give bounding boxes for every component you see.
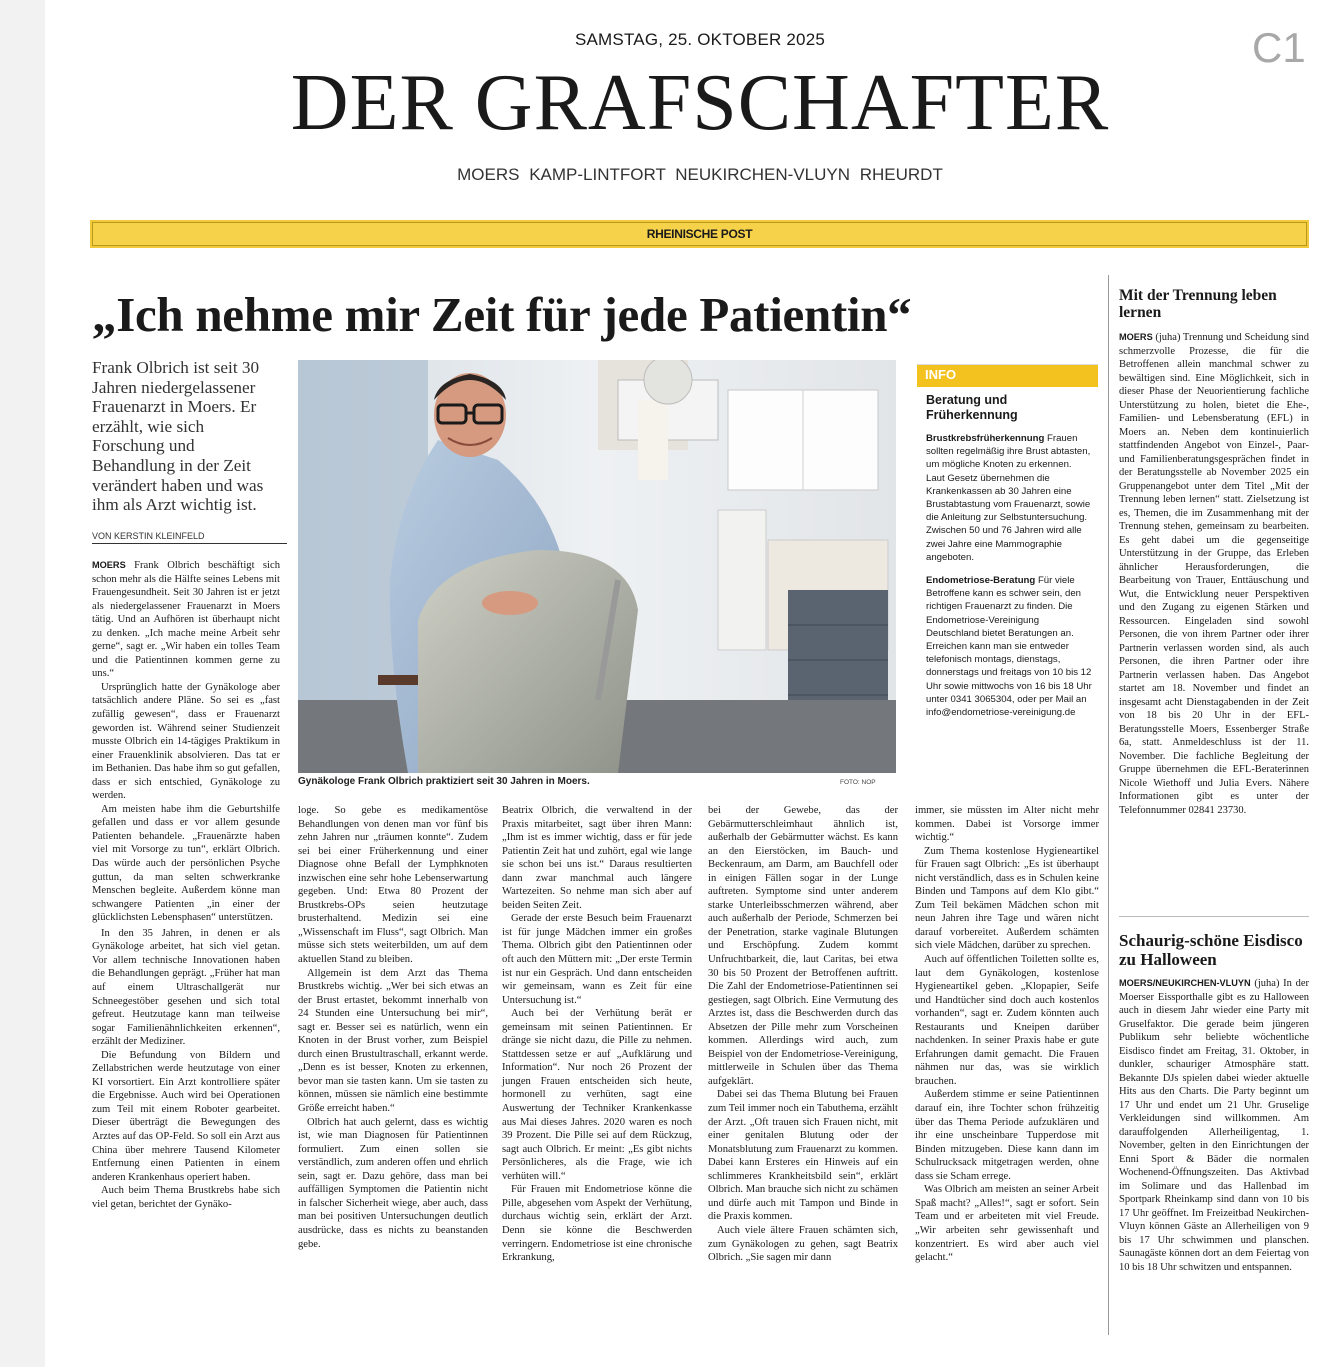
article-paragraph: Dabei sei das Thema Blutung bei Frauen zum Teil immer noch ein Tabuthema, erzählt der Arzt. „Oft trauen sich Frauen nicht, mit einer genitalen Blutung oder der Monatsblutung zum Frauenarzt zu kommen. Dabei kann Ersteres ein Hinweis auf ein schlimmeres Krankheitsbild sein“, erklärt Olbrich. Man brauche sich nicht zu schämen und dürfe auch mit Tampon und Binde in die Praxis kommen. xyxy=(708,1089,898,1223)
article-paragraph: Was Olbrich am meisten an seiner Arbeit Spaß macht? „Alles!“, sagt er sofort. Sein Team und er arbeiteten mit viel Freude. „Wir arbeiten sehr gewissenhaft und konzentriert. Es wird aber auch viel gelacht.“ xyxy=(915,1184,1099,1264)
info-paragraph xyxy=(926,432,1092,564)
info-paragraph xyxy=(926,574,1092,719)
publisher-bar: RHEINISCHE POST xyxy=(92,222,1307,246)
paragraph-text: (juha) Trennung und Scheidung sind schmerzvolle Prozesse, die für die Betroffenen allein manchmal schwer zu bewältigen sind. Eine Möglichkeit, sich in dieser Phase der Neuorientierung fachliche Unterstützung zu holen, bietet die Ehe-, Familien- und Lebensberatung (EFL) in Moers an. Neben dem kontinuierlich stattfindenden Angebot von Einzel-, Paar- und Familienberatungsgesprächen findet in der Beratungsstelle ab November 2025 ein Gruppenangebot unter dem Titel „Mit der Trennung leben lernen“ statt. Zielsetzung ist es, Themen, die im Zusammenhang mit der Trennung stehen, gemeinsam zu bearbeiten. Es geht dabei um die gegenseitige Unterstützung in der Gruppe, das Erleben ähnlicher Herausforderungen, die Bearbeitung von Trauer, Enttäuschung und Wut, die Entwicklung neuer Perspektiven und den Zugang zu eigenen Stärken und Ressourcen. Eingeladen sind sowohl Personen, die von ihrem Partner oder ihrer Partnerin verlassen worden sind, als auch Personen, die ihren Partner oder ihre Partnerin verlassen haben. Das Angebot startet am 18. November und findet an insgesamt acht Dienstagabenden in der Zeit von 18 bis 20 Uhr in der EFL-Beratungsstelle Moers, Essenberger Straße 6a, statt. Anmeldeschluss ist der 11. November. Die fachliche Begleitung der Gruppe übernehmen die EFL-Beraterinnen Nicole Wiethoff und Julia Evers. Nähere Informationen gibt es unter der Telefonnummer 02841 23730. xyxy=(1119,332,1309,816)
photo-caption: Gynäkologe Frank Olbrich praktiziert seit 30 Jahren in Moers. xyxy=(298,776,590,787)
article-paragraph: Auch beim Thema Brustkrebs habe sich viel getan, berichtet der Gynäko- xyxy=(92,1185,280,1210)
paragraph-text: Frank Olbrich beschäftigt sich schon mehr als die Hälfte seines Lebens mit Frauengesundheit. Seit 30 Jahren ist er jetzt als niedergelassener Frauenarzt in Moers tätig. Und an Aufhören ist überhaupt nicht zu denken. „Ich mache meine Arbeit sehr gerne“, sagt er. „Wir haben ein tolles Team und die Patientinnen kommen gerne zu uns.“ xyxy=(92,560,280,680)
article-paragraph: Auch auf öffentlichen Toiletten sollte es, laut dem Gynäkologen, kostenlose Hygieneartikel geben. „Klopapier, Seife und Handtücher sind doch auch kostenlos vorhanden“, sagt er. Zudem könnten auch Restaurants und Kneipen darüber nachdenken. In seiner Praxis habe er gute Erfahrungen damit gemacht. Die Frauen nähmen nur das, was sie wirklich brauchen. xyxy=(915,954,1099,1087)
article-paragraph: Für Frauen mit Endometriose könne die Pille, abgesehen vom Aspekt der Verhütung, durchaus wichtig sein, erklärt der Arzt. Denn sie könne die Beschwerden verringern. Endometriose ist eine chronische Erkrankung, xyxy=(502,1184,692,1264)
article-paragraph: immer, sie müssten im Alter nicht mehr kommen. Dabei ist Vorsorge immer wichtig.“ xyxy=(915,805,1099,844)
article-paragraph: bei der Gewebe, das der Gebärmutterschleimhaut ähnlich ist, außerhalb der Gebärmutter wächst. Es kann an den Eierstöcken, im Bauch- und Beckenraum, am Darm, am Bauchfell oder in einigen Fällen sogar in der Lunge auftreten. Symptome sind unter anderem starke Unterleibsschmerzen während, aber auch außerhalb der Periode, Schmerzen bei der Penetration, starke vaginale Blutungen und Erschöpfung. Zudem kommt Unfruchtbarkeit, die, laut Caritas, bei etwa 30 bis 50 Prozent der Betroffenen auftritt. Die Zahl der Endometriose-Patientinnen sei gestiegen, sagt Olbrich. Eine Vermutung des Arztes ist, dass die Beschwerden durch das Absetzen der Pille mehr zum Vorscheinen kommen. Allerdings wird auch, zum Beispiel von der Endometriose-Vereinigung, mittlerweile in Schulen über das Thema aufgeklärt. xyxy=(708,805,898,1087)
article-paragraph: Olbrich hat auch gelernt, dass es wichtig ist, wie man Diagnosen für Patientinnen formuliert. Zum einen sollen sie verständlich, zum anderen offen und ehrlich sein, sagt er. Dazu gehöre, dass man bei auffälligen Symptomen die Patientin nicht in falscher Sicherheit wiege, aber auch, dass man bei positiven Untersuchungen deutlich ausdrücke, dass es nichts zu beanstanden gebe. xyxy=(298,1116,488,1250)
article-lead: Frank Olbrich ist seit 30 Jahren niedergelassener Frauenarzt in Moers. Er erzählt, wie sich Forschung und Behandlung in der Zeit verändert haben und was ihm als Arzt wichtig ist. xyxy=(92,358,264,515)
page-margin-strip xyxy=(0,0,45,1367)
info-tag: INFO xyxy=(917,365,1098,387)
article-column-3 xyxy=(502,804,692,1265)
info-text: Für viele Betroffene kann es schwer sein, den richtigen Frauenarzt zu finden. Die Endometriose-Vereinigung Deutschland bietet Beratungen an. Erreichen kann man sie entweder telefonisch montags, dienstags, donnerstags und freitags von 10 bis 12 Uhr sowie mittwochs von 16 bis 18 Uhr unter 0341 3065304, oder per Mail an info@endometriose-vereinigung.de xyxy=(926,575,1092,719)
article-paragraph xyxy=(1119,977,1309,1274)
article-photo xyxy=(298,360,896,773)
article-paragraph: In den 35 Jahren, in denen er als Gynäkologe arbeitet, hat sich viel getan. Vor allem technische Innovationen haben die Behandlungen geprägt. „Früher hat man auf einem Ultraschallgerät nur Schneegestöber gesehen und sich total gefreut. Heutzutage kann man teilweise sogar Familienähnlichkeiten erkennen“, erzählt der Mediziner. xyxy=(92,927,280,1048)
article-paragraph: Die Befundung von Bildern und Zellabstrichen werde heutzutage von einer KI vorsortiert. Ein Arzt kontrolliere später die Ergebnisse. Auch wird bei Operationen zum Teil mit einem Roboter gearbeitet. Dieser überträgt die Bewegungen des Arztes auf das OP-Feld. So soll ein Arzt aus China über mehrere Tausend Kilometer Entfernung einen Patienten in einem anderen Krankenhaus operiert haben. xyxy=(92,1049,280,1183)
edition-towns: MOERS KAMP-LINTFORT NEUKIRCHEN-VLUYN RHEURDT xyxy=(457,165,943,184)
dateline: MOERS xyxy=(92,560,126,570)
page-number: C1 xyxy=(1252,24,1306,71)
newspaper-title: DER GRAFSCHAFTER xyxy=(290,59,1110,147)
article-column-2 xyxy=(298,804,488,1251)
article-paragraph: Auch bei der Verhütung berät er gemeinsam mit seinen Patientinnen. Er dränge sie nicht dazu, die Pille zu nehmen. Stattdessen setze er auf „Aufklärung und Information“. Nur noch 26 Prozent der jungen Frauen entscheiden sich heute, hormonell zu verhüten, sagt eine Auswertung der Techniker Krankenkasse aus Mai dieses Jahres. 2020 waren es noch 39 Prozent. Die Pille sei auf dem Rückzug, sagt auch Olbrich. Er meint: „Es gibt nichts Persönlicheres, als die Frage, wie ich verhüten will.“ xyxy=(502,1008,692,1182)
article-paragraph: loge. So gebe es medikamentöse Behandlungen von denen man vor fünf bis zehn Jahren nur „träumen konnte“. Zudem sei bei einer Früherkennung und einer Diagnose ohne Befall der Lymphknoten inzwischen eine sehr hohe Lebenserwartung gegeben. Und: Etwa 80 Prozent der Brustkrebs-OPs seien heutzutage brusterhaltend. Medizin sei eine „Wissenschaft im Fluss“, sagt Olbrich. Man müsse sich stets weiterbilden, um auf dem aktuellen Stand zu bleiben. xyxy=(298,805,488,966)
article-byline: VON KERSTIN KLEINFELD xyxy=(92,531,287,544)
article-paragraph: Auch viele ältere Frauen schämten sich, zum Gynäkologen zu gehen, sagt Beatrix Olbrich. „Sie sagen mir dann xyxy=(708,1224,898,1264)
article-paragraph xyxy=(1119,331,1309,817)
sidebar-separator xyxy=(1119,916,1309,917)
article-column-1 xyxy=(92,559,280,1211)
info-subhead: Endometriose-Beratung xyxy=(926,575,1036,587)
dateline: MOERS xyxy=(1119,332,1153,342)
article-paragraph: Ursprünglich hatte der Gynäkologe aber tatsächlich andere Pläne. So sei es „fast zufällig gewesen“, dass er Frauenarzt geworden ist. Während seiner Studienzeit musste Olbrich ein 14-tägiges Praktikum in einer Frauenklinik absolvieren. Das tat er im Bethanien. Das habe ihm so gut gefallen, dass er sich entschied, Gynäkologe zu werden. xyxy=(92,681,280,802)
doctor-in-practice-image xyxy=(298,360,896,773)
article-paragraph: Gerade der erste Besuch beim Frauenarzt ist für junge Mädchen immer ein großes Thema. Olbrich gibt den Patientinnen oder oft auch den Müttern mit: „Der erste Termin ist nur ein Gespräch. Und dann entscheiden wir gemeinsam, wann es Zeit für eine Untersuchung ist.“ xyxy=(502,913,692,1006)
article-paragraph: Am meisten habe ihm die Geburtshilfe gefallen und dass er vor allem gesunde Patienten behandele. „Frauenärzte haben viel mit Vorsorge zu tun“, erklärt Olbrich. Das würde auch der persönlichen Psyche guttun, da man selten schwerkranke Menschen begleite. Außerdem könne man schwangere Patienten „in einer der glücklichsten Lebensphasen“ unterstützen. xyxy=(92,803,280,924)
article-paragraph: Beatrix Olbrich, die verwaltend in der Praxis mitarbeitet, sagt über ihren Mann: „Ihm ist es immer wichtig, dass er für jede Patientin Zeit hat und zuhört, egal wie lange sie schon bei uns ist.“ Daraus resultierten dann zwar manchmal auch längere Wartezeiten. So nehme man sich aber auf beiden Seiten Zeit. xyxy=(502,805,692,911)
photo-credit: FOTO: NOP xyxy=(840,779,876,786)
article-paragraph: Zum Thema kostenlose Hygieneartikel für Frauen sagt Olbrich: „Es ist überhaupt nicht verständlich, dass es in Schulen keine Binden und Tampons auf dem Klo gibt.“ Zum Teil bekämen Mädchen schon mit neun Jahren ihre Tage und wären nicht darauf vorbereitet. Außerdem schämten sich viele Mädchen, darüber zu sprechen. xyxy=(915,845,1099,952)
article-headline: „Ich nehme mir Zeit für jede Patientin“ xyxy=(92,287,912,342)
dateline: MOERS/NEUKIRCHEN-VLUYN xyxy=(1119,978,1251,988)
sidebar-article-1 xyxy=(1119,331,1309,817)
info-subhead: Brustkrebsfrüherkennung xyxy=(926,433,1045,444)
sidebar-headline-1: Mit der Trennung leben lernen xyxy=(1119,287,1277,321)
sidebar-article-2 xyxy=(1119,977,1309,1274)
info-box xyxy=(917,364,1098,770)
info-text: Frauen sollten regelmäßig ihre Brust abtasten, um mögliche Knoten zu erkennen. Laut Gesetz übernehmen die Krankenkassen ab 30 Jahren eine Brustabtastung vom Frauenarzt, sowie die Anleitung zur Selbstuntersuchung. Zwischen 50 und 76 Jahren wird alle zwei Jahre eine Mammographie angeboten. xyxy=(926,433,1091,563)
paragraph-text: (juha) In der Moerser Eissporthalle gibt es zu Halloween auch in diesem Jahr wieder eine Party mit Gruselfaktor. Die gerade beim jüngeren Publikum sehr beliebte wöchentliche Eisdisco findet am Freitag, 31. Oktober, in dunkler, schauriger Atmosphäre statt. Bekannte DJs spielen dabei wieder aktuelle Hits aus den Charts. Die Party beginnt um 17 Uhr und endet um 21 Uhr. Gruselige Verkleidungen sind willkommen. Am darauffolgenden Allerheiligentag, 1. November, gelten in den Einrichtungen der Enni Sport & Bäder die normalen Wochenend-Öffnungszeiten. Das Aktivbad im Solimare und das Hallenbad im Sportpark Rheinkamp sind dann von 10 bis 17 Uhr geöffnet. Im Freizeitbad Neukirchen-Vluyn können Gäste an Allerheiligen von 9 bis 17 Uhr schwimmen und planschen. Saunagäste können dort an dem Feiertag von 10 bis 18 Uhr schwitzen und entspannen. xyxy=(1119,978,1309,1273)
article-column-5 xyxy=(915,804,1099,1265)
article-paragraph: Außerdem stimme er seine Patientinnen darauf ein, ihre Tochter schon frühzeitig über das Thema Periode aufzuklären und ihr eine unscheinbare Tupperdose mit Binden mitzugeben. Diese kann dann im Schulrucksack mitgetragen werden, ohne dass sie Scham errege. xyxy=(915,1089,1099,1182)
article-column-4 xyxy=(708,804,898,1265)
article-paragraph xyxy=(92,559,280,681)
issue-date: SAMSTAG, 25. OKTOBER 2025 xyxy=(574,30,826,49)
article-paragraph: Allgemein ist dem Arzt das Thema Brustkrebs wichtig. „Wer bei sich etwas an der Brust ertastet, bekommt innerhalb von 24 Stunden eine Untersuchung bei mir“, sagt er. Besser sei es natürlich, wenn ein Knoten in der Brust vorher, zum Beispiel durch einen Brustultraschall, erkannt werde. „Denn es ist besser, Knoten zu erkennen, bevor man sie tasten kann. Um sie tasten zu können, müssen sie nämlich eine bestimmte Größe erreicht haben.“ xyxy=(298,967,488,1115)
sidebar-headline-2: Schaurig-schöne Eisdisco zu Halloween xyxy=(1119,931,1303,969)
column-divider xyxy=(1108,275,1109,1335)
info-title: Beratung und Früherkennung xyxy=(926,393,1018,422)
